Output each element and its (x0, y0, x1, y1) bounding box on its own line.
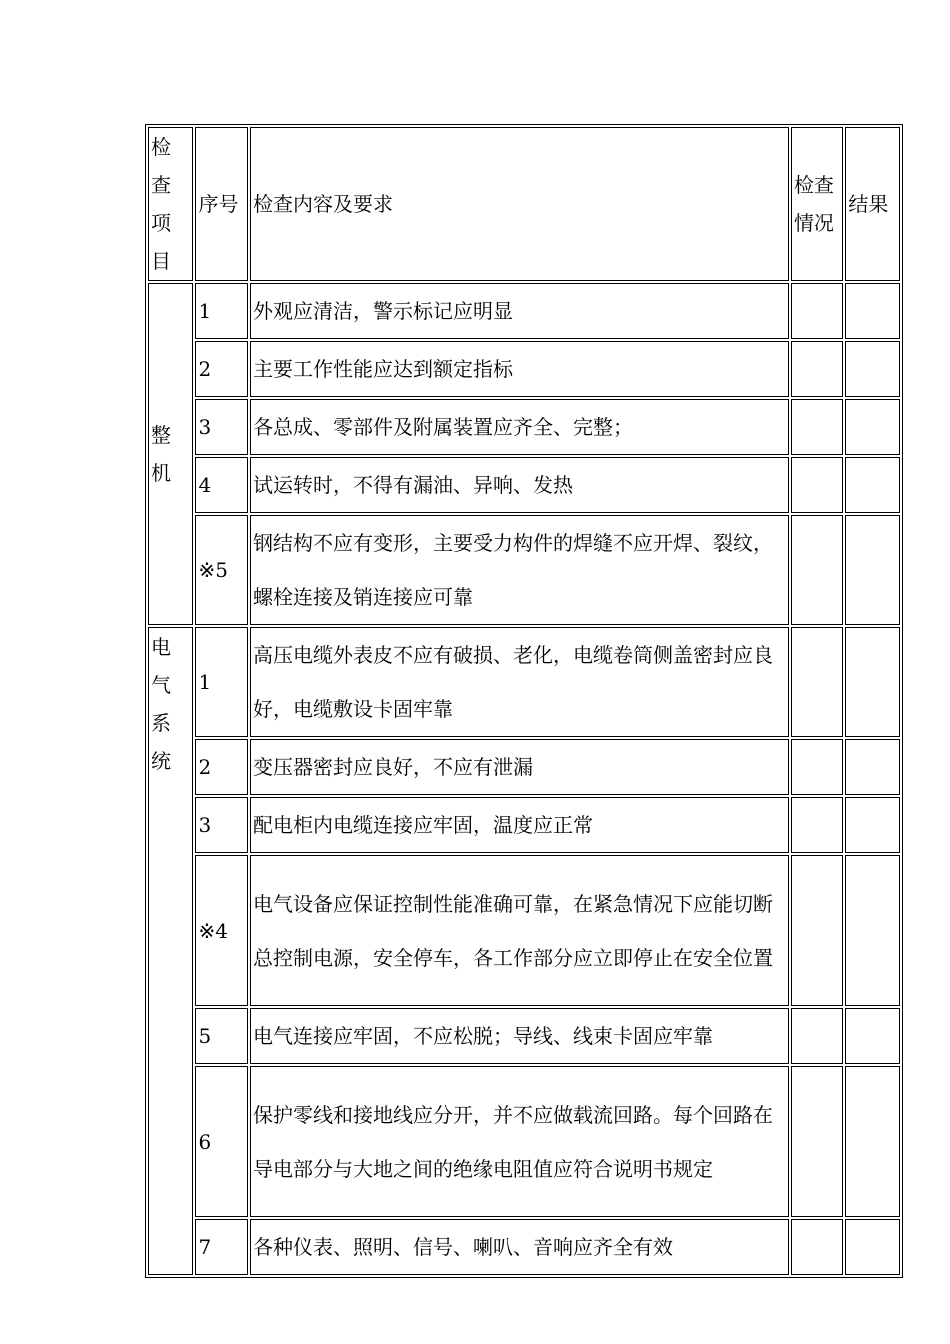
table-row (148, 1008, 900, 1064)
table-row (148, 1219, 900, 1275)
content-cell: 保护零线和接地线应分开，并不应做载流回路。每个回路在导电部分与大地之间的绝缘电阻值应符合说明书规定 (250, 1066, 789, 1217)
status-cell[interactable] (791, 797, 844, 853)
result-cell[interactable] (845, 797, 900, 853)
content-cell: 主要工作性能应达到额定指标 (250, 341, 789, 397)
table-row (148, 283, 900, 339)
table-row (148, 855, 900, 1006)
result-cell[interactable] (845, 739, 900, 795)
seq-cell: 3 (195, 797, 248, 853)
table-row (148, 457, 900, 513)
result-cell[interactable] (845, 1008, 900, 1064)
seq-cell: 5 (195, 1008, 248, 1064)
result-cell[interactable] (845, 855, 900, 1006)
status-cell[interactable] (791, 855, 844, 1006)
seq-cell: 7 (195, 1219, 248, 1275)
status-cell[interactable] (791, 1008, 844, 1064)
content-cell: 电气连接应牢固，不应松脱；导线、线束卡固应牢靠 (250, 1008, 789, 1064)
status-cell[interactable] (791, 515, 844, 625)
content-cell: 各总成、零部件及附属装置应齐全、完整； (250, 399, 789, 455)
table-row (148, 627, 900, 737)
seq-cell: ※4 (195, 855, 248, 1006)
result-cell[interactable] (845, 1219, 900, 1275)
content-cell: 钢结构不应有变形，主要受力构件的焊缝不应开焊、裂纹，螺栓连接及销连接应可靠 (250, 515, 789, 625)
seq-cell: 1 (195, 627, 248, 737)
content-cell: 各种仪表、照明、信号、喇叭、音响应齐全有效 (250, 1219, 789, 1275)
header-row (148, 127, 900, 281)
status-cell[interactable] (791, 283, 844, 339)
status-cell[interactable] (791, 1066, 844, 1217)
category-machine: 整机 (148, 283, 193, 625)
content-cell: 试运转时，不得有漏油、异响、发热 (250, 457, 789, 513)
header-content: 检查内容及要求 (250, 127, 789, 281)
table-row (148, 341, 900, 397)
category-electrical: 电气系统 (148, 627, 193, 1275)
result-cell[interactable] (845, 341, 900, 397)
seq-cell: 2 (195, 739, 248, 795)
result-cell[interactable] (845, 627, 900, 737)
status-cell[interactable] (791, 1219, 844, 1275)
content-cell: 高压电缆外表皮不应有破损、老化，电缆卷筒侧盖密封应良好，电缆敷设卡固牢靠 (250, 627, 789, 737)
status-cell[interactable] (791, 457, 844, 513)
result-cell[interactable] (845, 283, 900, 339)
status-cell[interactable] (791, 739, 844, 795)
table-row (148, 739, 900, 795)
table-row (148, 399, 900, 455)
header-seq: 序号 (195, 127, 248, 281)
header-item: 检查项目 (148, 127, 193, 281)
result-cell[interactable] (845, 1066, 900, 1217)
header-status: 检查情况 (791, 127, 844, 281)
seq-cell: 3 (195, 399, 248, 455)
header-result: 结果 (845, 127, 900, 281)
result-cell[interactable] (845, 399, 900, 455)
seq-cell: 2 (195, 341, 248, 397)
seq-cell: 6 (195, 1066, 248, 1217)
result-cell[interactable] (845, 457, 900, 513)
seq-cell: 4 (195, 457, 248, 513)
table-row (148, 515, 900, 625)
table-row (148, 1066, 900, 1217)
inspection-table (145, 124, 903, 1278)
content-cell: 变压器密封应良好，不应有泄漏 (250, 739, 789, 795)
table-row (148, 797, 900, 853)
status-cell[interactable] (791, 627, 844, 737)
content-cell: 配电柜内电缆连接应牢固，温度应正常 (250, 797, 789, 853)
content-cell: 外观应清洁，警示标记应明显 (250, 283, 789, 339)
result-cell[interactable] (845, 515, 900, 625)
content-cell: 电气设备应保证控制性能准确可靠，在紧急情况下应能切断总控制电源，安全停车，各工作部分应立即停止在安全位置 (250, 855, 789, 1006)
status-cell[interactable] (791, 399, 844, 455)
seq-cell: ※5 (195, 515, 248, 625)
status-cell[interactable] (791, 341, 844, 397)
seq-cell: 1 (195, 283, 248, 339)
